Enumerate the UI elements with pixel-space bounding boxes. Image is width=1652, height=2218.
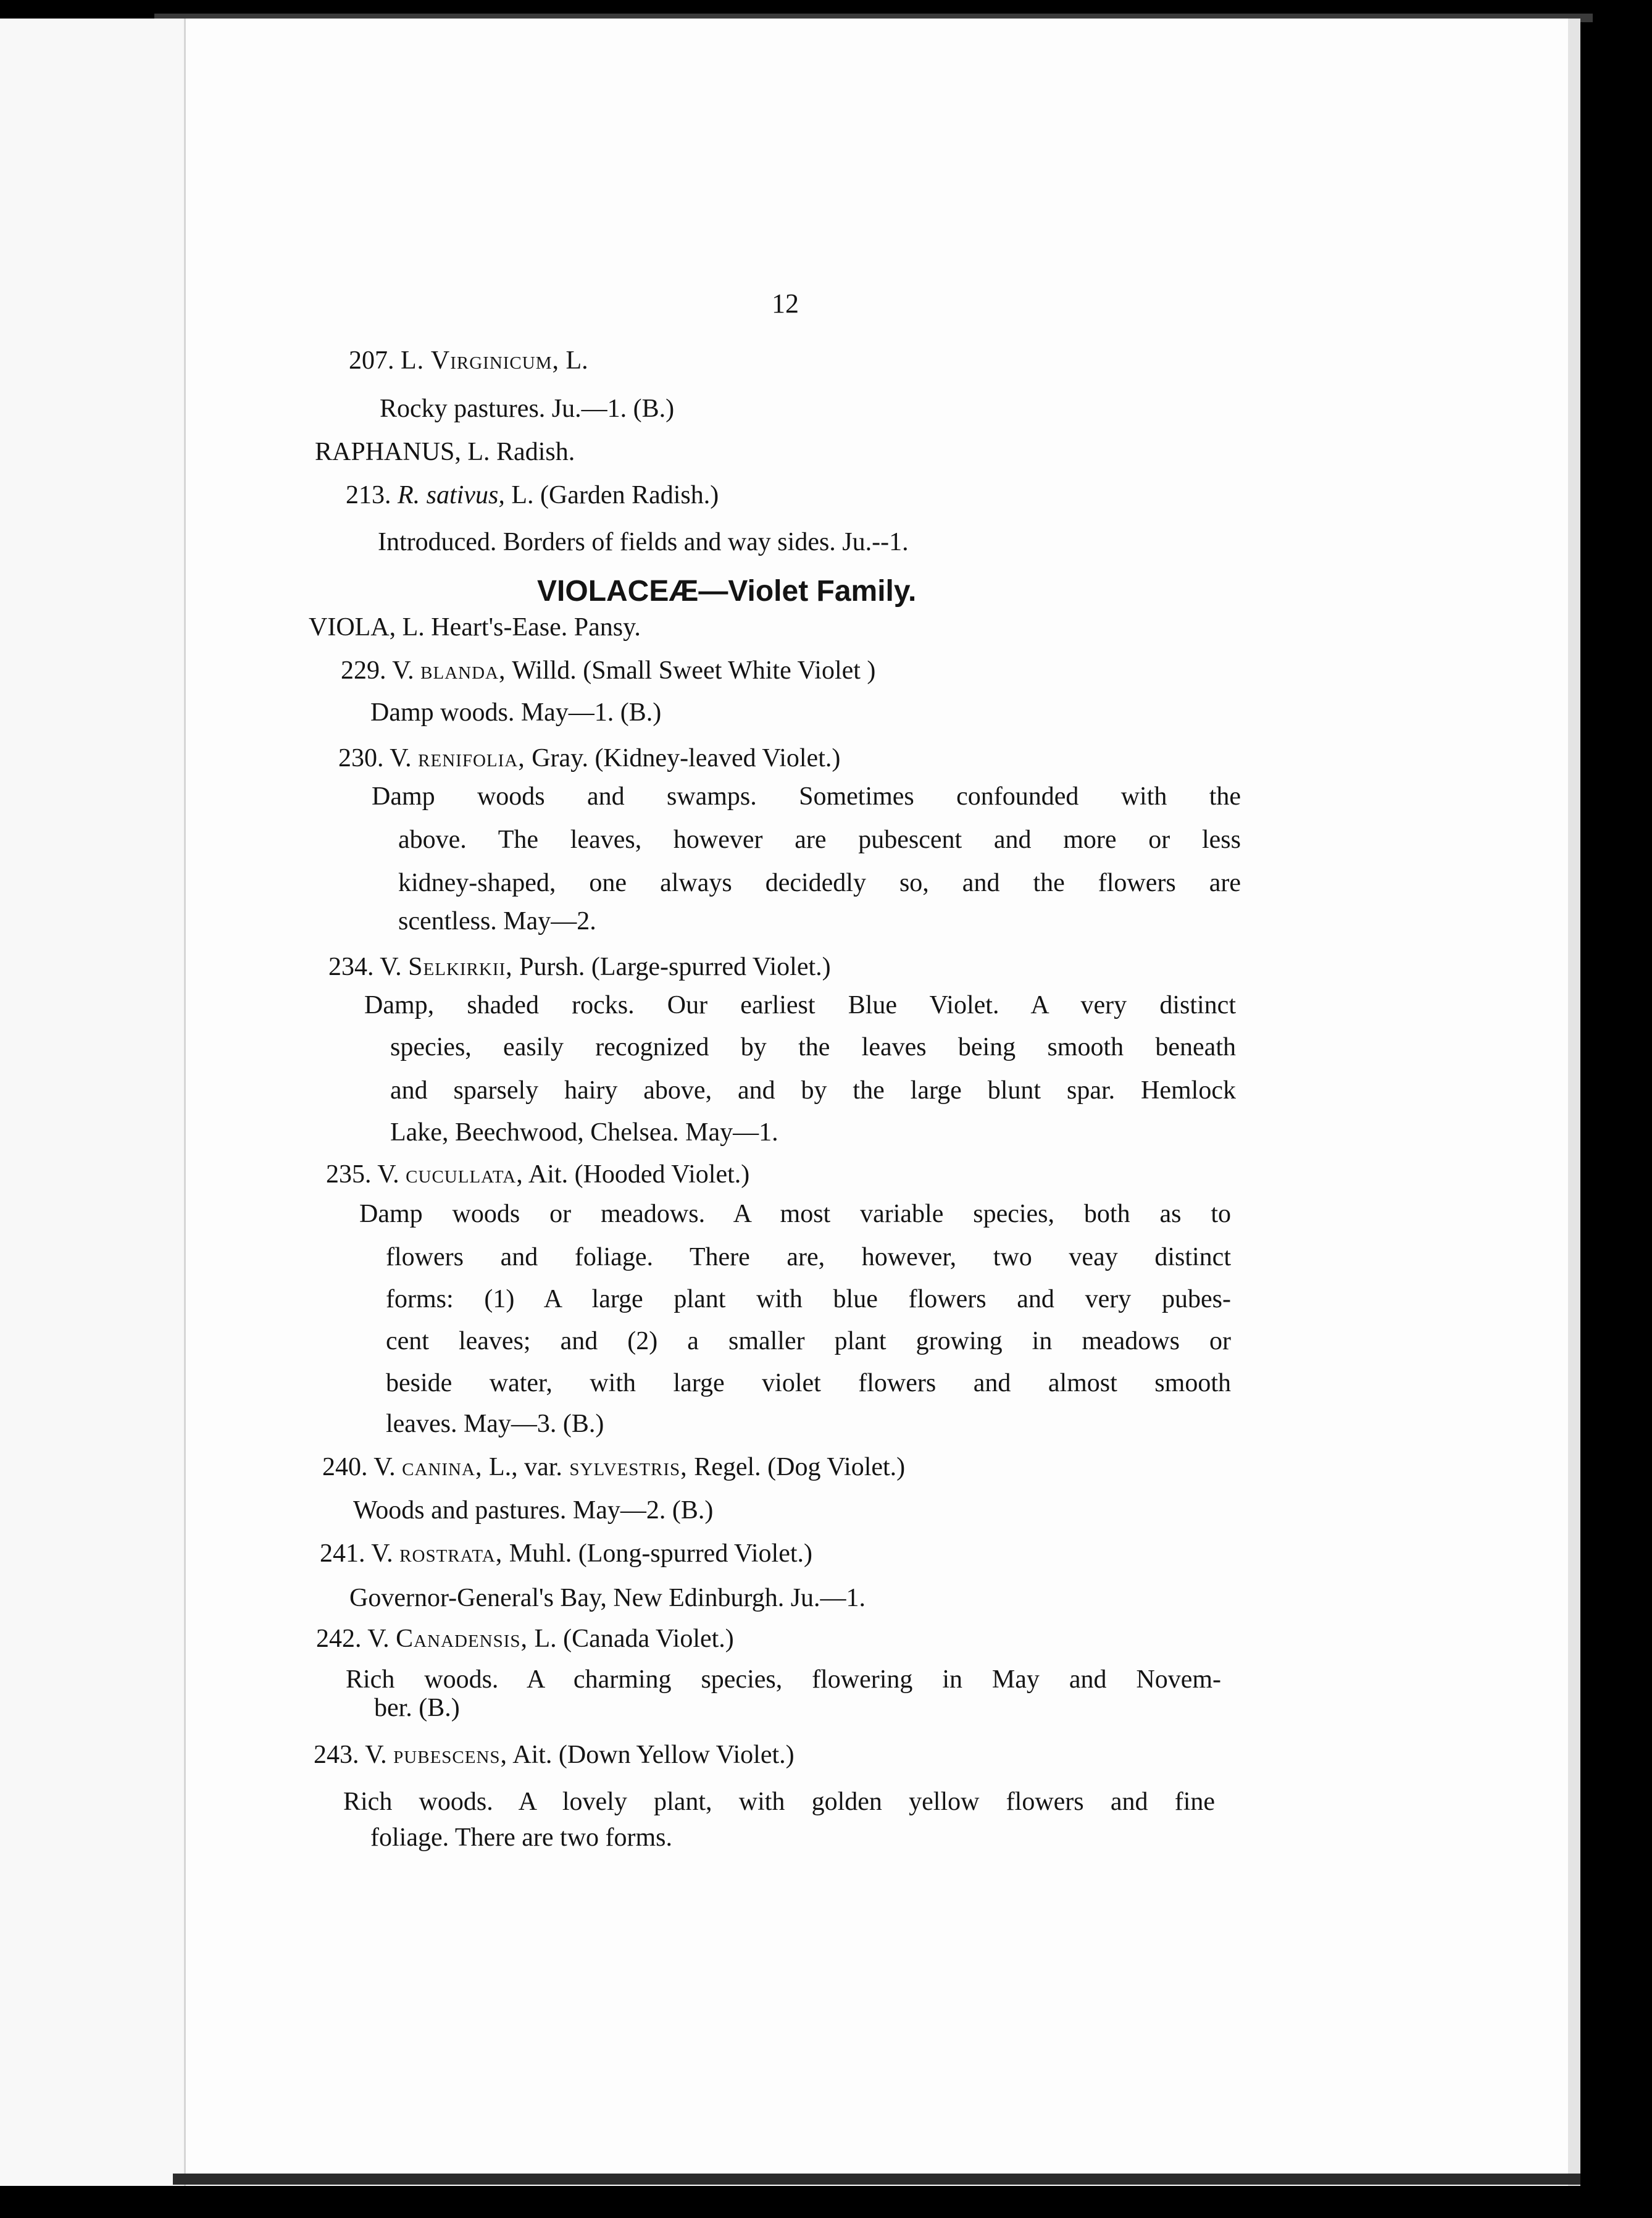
species-name: renifolia, — [418, 744, 525, 772]
entry-235-title: 235. V. cucullata, Ait. (Hooded Violet.) — [326, 1160, 750, 1189]
entry-235-text-line: cent leaves; and (2) a smaller plant growing in meadows or — [386, 1327, 1231, 1355]
entry-241-title: 241. V. rostrata, Muhl. (Long-spurred Violet.) — [320, 1539, 813, 1568]
entry-207-title: 207. L. Virginicum, L. — [349, 346, 588, 375]
genus-viola: VIOLA, L. Heart's-Ease. Pansy. — [309, 613, 641, 642]
species-name: cucullata, — [406, 1160, 524, 1189]
species-name: R. sativus, — [398, 481, 505, 509]
entry-235-text-line: leaves. May—3. (B.) — [386, 1410, 604, 1438]
entry-230-text-line: Damp woods and swamps. Sometimes confounded with the — [372, 782, 1241, 811]
entry-234-text-line: and sparsely hairy above, and by the large blunt spar. Hemlock — [390, 1076, 1236, 1105]
species-name: Canadensis, — [396, 1625, 528, 1653]
entry-229-title: 229. V. blanda, Willd. (Small Sweet White Violet ) — [341, 656, 876, 685]
entry-241-description: Governor-General's Bay, New Edinburgh. Ju.—1. — [349, 1584, 866, 1612]
page-number: 12 — [772, 288, 799, 319]
entry-230-title: 230. V. renifolia, Gray. (Kidney-leaved Violet.) — [338, 744, 841, 772]
species-name: pubescens, — [393, 1741, 508, 1769]
entry-243-title: 243. V. pubescens, Ait. (Down Yellow Violet.) — [314, 1741, 795, 1769]
entry-234-title: 234. V. Selkirkii, Pursh. (Large-spurred Violet.) — [328, 953, 831, 981]
entry-243-text-line: foliage. There are two forms. — [370, 1823, 673, 1852]
entry-235-text-line: flowers and foliage. There are, however, two veay distinct — [386, 1243, 1231, 1271]
entry-230-text-line: kidney-shaped, one always decidedly so, and the flowers are — [398, 869, 1241, 897]
entry-235-text-line: Damp woods or meadows. A most variable species, both as to — [359, 1200, 1231, 1228]
entry-240-title: 240. V. canina, L., var. sylvestris, Regel. (Dog Violet.) — [322, 1453, 906, 1481]
entry-234-text-line: Damp, shaded rocks. Our earliest Blue Violet. A very distinct — [364, 991, 1236, 1019]
entry-242-text-line: Rich woods. A charming species, flowering in May and Novem- — [346, 1665, 1221, 1694]
entry-234-text-line: Lake, Beechwood, Chelsea. May—1. — [390, 1118, 778, 1147]
left-page-leaf — [0, 19, 186, 2186]
species-name: blanda, — [420, 656, 506, 685]
entry-230-text-line: scentless. May—2. — [398, 907, 596, 935]
entry-235-text-line: beside water, with large violet flowers and almost smooth — [386, 1369, 1231, 1397]
family-heading: VIOLACEÆ—Violet Family. — [537, 575, 917, 608]
scan-bottom-edge — [173, 2174, 1580, 2185]
species-name: rostrata, — [399, 1539, 503, 1568]
entry-229-description: Damp woods. May—1. (B.) — [370, 698, 662, 727]
entry-243-text-line: Rich woods. A lovely plant, with golden yellow flowers and fine — [343, 1788, 1215, 1816]
entry-240-description: Woods and pastures. May—2. (B.) — [353, 1496, 714, 1525]
variety-name: sylvestris, — [562, 1453, 688, 1481]
genus-raphanus: RAPHANUS, L. Radish. — [315, 438, 575, 466]
entry-213-description: Introduced. Borders of fields and way sides. Ju.--1. — [378, 528, 909, 556]
species-name: canina, — [402, 1453, 483, 1481]
entry-213-title: 213. R. sativus, L. (Garden Radish.) — [346, 481, 719, 509]
entry-230-text-line: above. The leaves, however are pubescent and more or less — [398, 826, 1241, 854]
entry-234-text-line: species, easily recognized by the leaves being smooth beneath — [390, 1033, 1236, 1061]
entry-242-title: 242. V. Canadensis, L. (Canada Violet.) — [316, 1625, 734, 1653]
entry-207-description: Rocky pastures. Ju.—1. (B.) — [380, 395, 675, 423]
species-name: Selkirkii, — [408, 953, 513, 981]
species-name: L. Virginicum, — [401, 346, 559, 375]
entry-242-text-line: ber. (B.) — [374, 1694, 460, 1722]
page-right-edge — [1568, 19, 1580, 2186]
entry-235-text-line: forms: (1) A large plant with blue flowers and very pubes- — [386, 1285, 1231, 1313]
